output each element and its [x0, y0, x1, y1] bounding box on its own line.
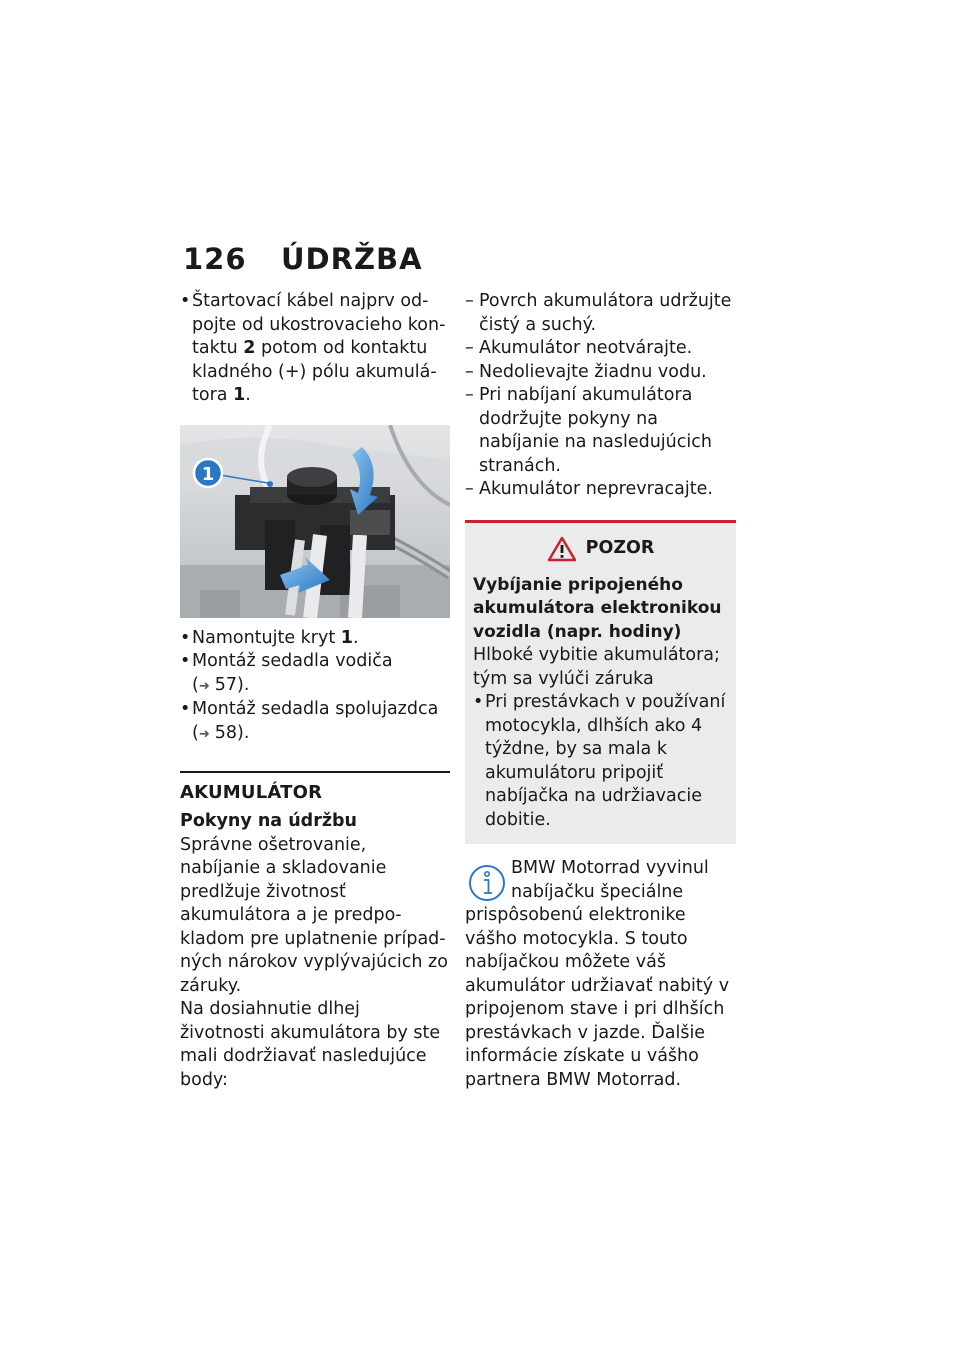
page-number: 126 [183, 242, 247, 276]
dash-item: – Nedolievajte žiadnu vodu. [465, 361, 735, 385]
dash-item: – Akumulátor neotvárajte. [465, 337, 735, 361]
arrow-right-icon: ➜ [198, 678, 210, 694]
warning-box [465, 523, 736, 845]
info-note [465, 857, 735, 1092]
step-item: • Namontujte kryt 1. [180, 627, 450, 651]
battery-photo [180, 425, 450, 618]
battery-illustration [180, 425, 450, 618]
warning-consequence: Hlboké vybitie akumulátora; tým sa vylúči záruka [473, 645, 720, 689]
section-title: AKUMULÁTOR [180, 782, 323, 803]
warning-header [473, 536, 728, 562]
dash-item: – Akumulátor neprevracajte. [465, 478, 735, 502]
info-text: prispôsobenú elektronike vášho motocykla. S touto nabíjačkou môžete váš akumulátor udržiavať nabitý v pripojenom stave i pri dlhších prestávkach v jazde. Ďalšie informácie získate u vášho partnera BMW Motorrad. [465, 905, 730, 1090]
section-divider [180, 771, 450, 773]
page-header [183, 242, 423, 276]
info-icon [467, 863, 507, 903]
step-item: • Montáž sedadla spolujazdca [180, 698, 450, 722]
warning-triangle-icon [547, 536, 577, 562]
chapter-title: ÚDRŽBA [281, 242, 423, 276]
left-column [180, 290, 450, 1092]
paragraph: Správne ošetrovanie, nabíjanie a skladovanie predlžuje životnosť akumulátora a je predpokladom pre uplatnenie prípadných nárokov vyplývajúcich zo záruky. [180, 834, 448, 996]
warning-label: POZOR [585, 537, 655, 558]
ref-number: 2 [243, 338, 256, 358]
paragraph: Na dosiahnutie dlhej životnosti akumulátora by ste mali dodržiavať nasledujúce body: [180, 999, 441, 1090]
dash-item: – Pri nabíjaní akumulátora dodržujte pokyny na nabíjanie na nasledujúcich stranách. [465, 384, 735, 478]
arrow-right-icon: ➜ [198, 726, 210, 742]
step-item: • Montáž sedadla vodiča [180, 650, 450, 674]
warning-action: • Pri prestávkach v používaní motocykla, dlhších ako 4 týždne, by sa mala k akumulátoru pripojiť nabíjačka na udržiavacie dobitie. [473, 691, 728, 832]
right-column [465, 290, 735, 1092]
page-reference[interactable]: (➜ 58). [192, 722, 250, 743]
intro-bullet: • Štartovací kábel najprv odpojte od ukostrovacieho kontaktu 2 potom od kontaktu kladného (+) pólu akumulátora 1. [180, 290, 450, 408]
dash-item: – Povrch akumulátora udržujte čistý a suchý. [465, 290, 735, 337]
subsection-title: Pokyny na údržbu [180, 811, 357, 831]
page-reference[interactable]: (➜ 57). [192, 674, 250, 695]
ref-number: 1 [340, 627, 353, 648]
ref-number: 1 [233, 385, 246, 405]
info-text-first: BMW Motorrad vyvinul nabíjačku špeciálne [511, 858, 709, 902]
warning-title: Vybíjanie pripojeného akumulátora elektronikou vozidla (napr. hodiny) [473, 574, 722, 642]
photo-callout: 1 [201, 463, 215, 485]
